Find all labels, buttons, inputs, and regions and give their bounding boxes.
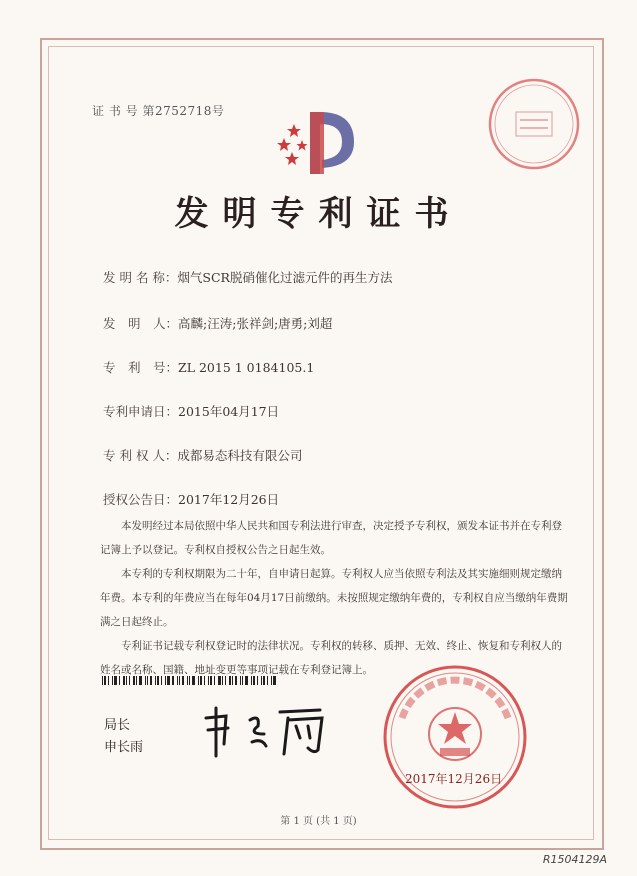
barcode-bar: [108, 676, 109, 685]
field-label: 专利申请日：: [103, 404, 179, 419]
barcode-bar: [161, 676, 162, 685]
barcode-bar: [271, 676, 272, 685]
barcode-bar: [147, 676, 148, 685]
barcode-bar: [165, 676, 166, 685]
barcode-bar: [225, 676, 226, 685]
certificate-title: 发明专利证书: [174, 194, 463, 234]
field-application-date: [103, 402, 279, 420]
barcode-bar: [172, 676, 174, 685]
barcode: [102, 676, 298, 685]
field-value: 高麟;汪涛;张祥剑;唐勇;刘超: [178, 316, 333, 331]
field-label: 专 利 权 人：: [103, 448, 178, 463]
barcode-bar: [208, 676, 209, 685]
patent-office-logo-icon: [270, 104, 370, 180]
barcode-bar: [253, 676, 255, 685]
barcode-bar: [189, 676, 190, 685]
body-paragraph: 本发明经过本局依照中华人民共和国专利法进行审查，决定授予专利权，颁发本证书并在专利登记簿上予以登记。专利权自授权公告之日起生效。: [100, 520, 562, 556]
field-value: 2017年12月26日: [178, 492, 280, 507]
barcode-bar: [123, 676, 125, 685]
barcode-bar: [150, 676, 152, 685]
handwritten-signature: [196, 704, 336, 760]
body-paragraph: 专利证书记载专利权登记时的法律状况。专利权的转移、质押、无效、终止、恢复和专利权人的姓名或名称、国籍、地址变更等事项记载在专利登记簿上。: [100, 640, 562, 676]
page-footer: 第 1 页 (共 1 页): [280, 816, 357, 827]
field-label: 发 明 人：: [103, 316, 179, 331]
barcode-bar: [242, 676, 243, 685]
barcode-bar: [273, 676, 276, 685]
barcode-bar: [157, 676, 159, 685]
barcode-bar: [192, 676, 195, 685]
barcode-bar: [240, 676, 241, 685]
barcode-bar: [218, 676, 221, 685]
barcode-bar: [198, 676, 199, 685]
barcode-bar: [245, 676, 248, 685]
field-label: 专 利 号：: [103, 360, 179, 375]
official-seal: [380, 662, 530, 812]
barcode-bar: [167, 676, 170, 685]
barcode-bar: [177, 676, 178, 685]
seal-date: 2017年12月26日: [405, 772, 503, 786]
certificate-body: [100, 514, 570, 682]
barcode-bar: [155, 676, 156, 685]
barcode-bar: [251, 676, 252, 685]
field-value: ZL 2015 1 0184105.1: [178, 360, 315, 375]
barcode-bar: [187, 676, 188, 685]
field-value: 烟气SCR脱硝催化过滤元件的再生方法: [177, 270, 393, 285]
barcode-bar: [112, 676, 113, 685]
barcode-bar: [210, 676, 212, 685]
barcode-bar: [126, 676, 127, 685]
field-value: 2015年04月17日: [178, 404, 280, 419]
barcode-bar: [229, 676, 231, 685]
field-patentee: [103, 446, 302, 464]
barcode-bar: [145, 676, 146, 685]
barcode-bar: [129, 676, 130, 685]
barcode-bar: [182, 676, 184, 685]
barcode-bar: [214, 676, 215, 685]
signatory-title: 局长: [104, 718, 131, 733]
barcode-bar: [267, 676, 268, 685]
field-inventors: [103, 314, 332, 332]
barcode-bar: [235, 676, 237, 685]
agency-stamp: [486, 76, 582, 172]
field-label: 发 明 名 称：: [103, 270, 178, 285]
certificate-number: 证 书 号 第2752718号: [92, 104, 225, 118]
signatory-name: 申长雨: [104, 740, 144, 755]
barcode-bar: [133, 676, 135, 685]
field-grant-date: [103, 490, 279, 508]
barcode-bar: [136, 676, 137, 685]
barcode-bar: [257, 676, 258, 685]
field-patent-number: [103, 358, 314, 376]
barcode-bar: [139, 676, 142, 685]
barcode-bar: [232, 676, 233, 685]
barcode-bar: [119, 676, 120, 685]
barcode-bar: [179, 676, 180, 685]
body-paragraph: 本专利的专利权期限为二十年，自申请日起算。专利权人应当依照专利法及其实施细则规定缴纳年费。本专利的年费应当在每年04月17日前缴纳。未按照规定缴纳年费的，专利权自应当缴纳年费期满之日起终止。: [100, 568, 568, 628]
barcode-bar: [222, 676, 223, 685]
barcode-bar: [114, 676, 117, 685]
field-value: 成都易态科技有限公司: [177, 448, 303, 463]
field-label: 授权公告日：: [103, 492, 179, 507]
barcode-bar: [200, 676, 202, 685]
barcode-bar: [263, 676, 265, 685]
barcode-bar: [102, 676, 103, 685]
field-invention-name: [103, 268, 392, 286]
handwritten-note: R1504129A: [542, 853, 607, 866]
barcode-bar: [104, 676, 106, 685]
barcode-bar: [204, 676, 205, 685]
barcode-bar: [261, 676, 262, 685]
